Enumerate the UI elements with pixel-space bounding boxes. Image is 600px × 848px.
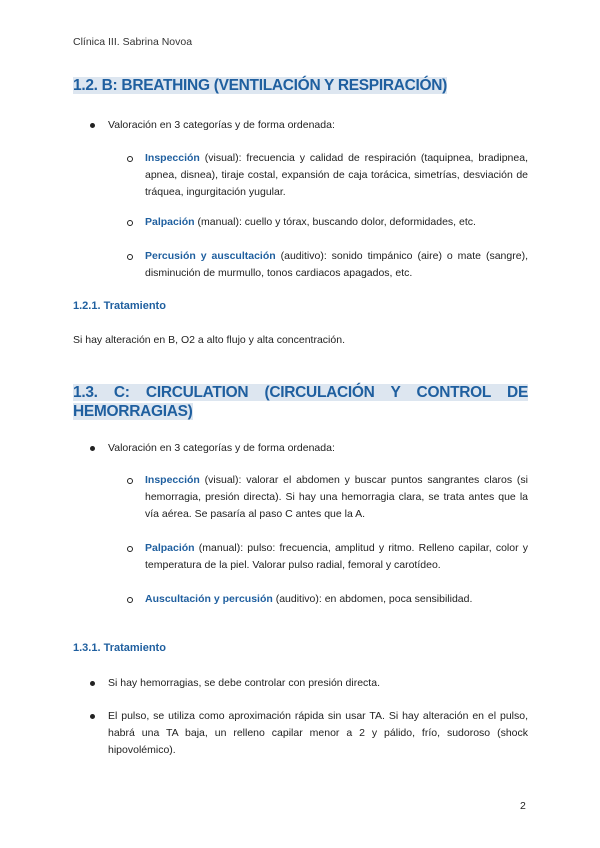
bullet-text: El pulso, se utiliza como aproximación rápida sin usar TA. Si hay alteración en el pulso, habrá una TA baja, un relleno capilar menor a 2 y pálido, frío, sudoroso (shock hipovolémico). xyxy=(108,710,528,756)
term-description: (visual): frecuencia y calidad de respiración (taquipnea, bradipnea, apnea, disnea), tiraje costal, expansión de caja torácica, simetrías, desviación de tráquea, ingurgitación yugular. xyxy=(145,152,528,198)
section-c-title-line2: HEMORRAGIAS) xyxy=(73,403,193,420)
sub-bullet-item xyxy=(127,472,528,523)
sub-bullet-item xyxy=(127,540,528,574)
bullet-item xyxy=(90,675,528,692)
circle-bullet-icon xyxy=(127,597,133,603)
section-c-title-line1: 1.3. C: CIRCULATION (CIRCULACIÓN Y CONTROL DE xyxy=(73,384,528,401)
bullet-item xyxy=(90,117,528,134)
subsection-c-heading: 1.3.1. Tratamiento xyxy=(73,642,166,654)
circle-bullet-icon xyxy=(127,220,133,226)
bullet-icon xyxy=(90,714,95,719)
section-b-title: 1.2. B: BREATHING (VENTILACIÓN Y RESPIRACIÓN) xyxy=(73,77,448,94)
term: Inspección xyxy=(145,474,200,486)
bullet-icon xyxy=(90,681,95,686)
term: Palpación xyxy=(145,542,195,554)
sub-bullet-item xyxy=(127,248,528,282)
subsection-b-heading: 1.2.1. Tratamiento xyxy=(73,300,166,312)
sub-bullet-item xyxy=(127,214,528,231)
section-c-heading-line1 xyxy=(73,383,528,402)
term-description: (visual): valorar el abdomen y buscar puntos sangrantes claros (si hemorragia, presión directa). Si hay una hemorragia clara, se trata antes que la vía aérea. Se pasaría al paso C antes que la A. xyxy=(145,474,528,520)
term-description: (auditivo): en abdomen, poca sensibilidad. xyxy=(272,593,473,605)
term: Auscultación y percusión xyxy=(145,593,273,605)
section-c-heading-line2 xyxy=(73,402,528,421)
circle-bullet-icon xyxy=(127,478,133,484)
bullet-item xyxy=(90,440,528,457)
section-b-heading xyxy=(73,76,528,95)
term-description: (manual): pulso: frecuencia, amplitud y ritmo. Relleno capilar, color y temperatura de la piel. Valorar pulso radial, femoral y carotídeo. xyxy=(145,542,528,571)
bullet-icon xyxy=(90,123,95,128)
bullet-item xyxy=(90,708,528,759)
term: Inspección xyxy=(145,152,200,164)
bullet-text: Valoración en 3 categorías y de forma ordenada: xyxy=(108,119,335,131)
page-header: Clínica III. Sabrina Novoa xyxy=(73,36,193,48)
page-number: 2 xyxy=(520,800,526,812)
circle-bullet-icon xyxy=(127,546,133,552)
treatment-paragraph: Si hay alteración en B, O2 a alto flujo y alta concentración. xyxy=(73,334,345,346)
circle-bullet-icon xyxy=(127,254,133,260)
bullet-text: Si hay hemorragias, se debe controlar con presión directa. xyxy=(108,677,380,689)
sub-bullet-item xyxy=(127,591,528,608)
term-description: (auditivo): sonido timpánico (aire) o mate (sangre), disminución de murmullo, tonos cardiacos apagados, etc. xyxy=(145,250,528,279)
term-description: (manual): cuello y tórax, buscando dolor, deformidades, etc. xyxy=(194,216,476,228)
term: Palpación xyxy=(145,216,195,228)
term: Percusión y auscultación xyxy=(145,250,276,262)
circle-bullet-icon xyxy=(127,156,133,162)
sub-bullet-item xyxy=(127,150,528,201)
bullet-icon xyxy=(90,446,95,451)
bullet-text: Valoración en 3 categorías y de forma ordenada: xyxy=(108,442,335,454)
